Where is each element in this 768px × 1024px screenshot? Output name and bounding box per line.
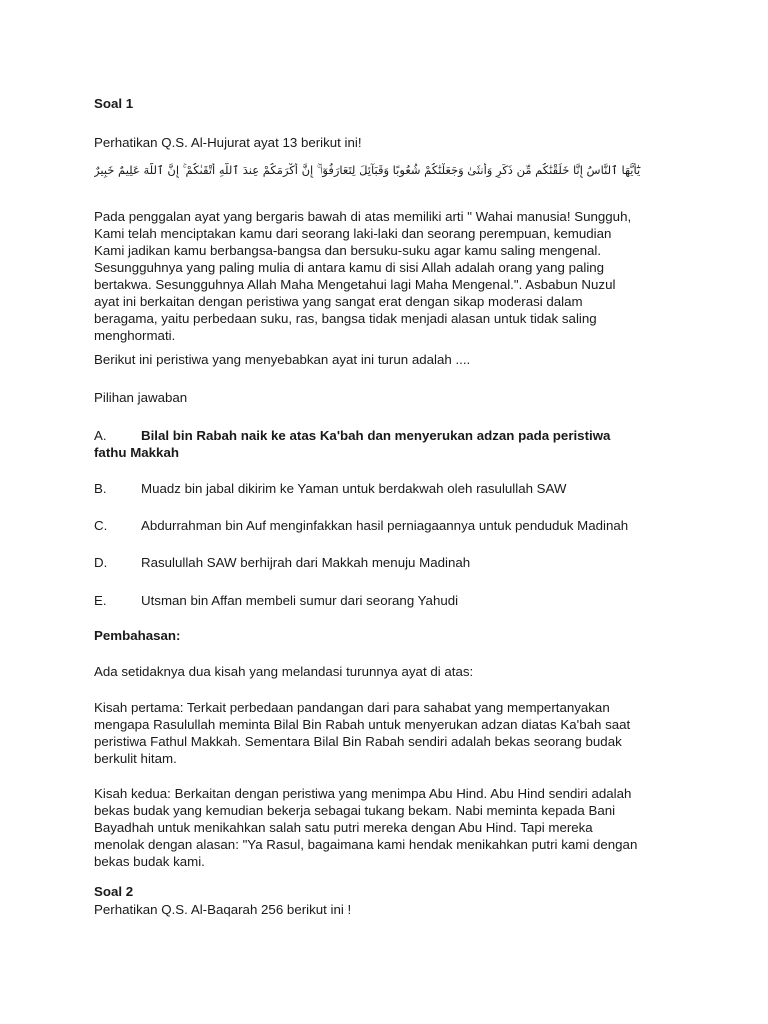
paragraph-line: beragama, yaitu perbedaan suku, ras, bangsa tidak menjadi alasan untuk tidak saling [94,311,597,326]
option-letter: D. [94,555,108,570]
story-line: Kisah kedua: Berkaitan dengan peristiwa yang menimpa Abu Hind. Abu Hind sendiri adalah [94,786,632,801]
option-letter: E. [94,593,107,608]
q2-instruction: Perhatikan Q.S. Al-Baqarah 256 berikut ini ! [94,902,352,917]
choices-label: Pilihan jawaban [94,390,188,405]
paragraph-line: Sesungguhnya yang paling mulia di antara kamu di sisi Allah adalah orang yang paling [94,260,605,275]
story-line: Bayadhah untuk menikahkan salah satu putri mereka dengan Abu Hind. Tapi mereka [94,820,593,835]
story-one [94,699,676,767]
paragraph-line: bertakwa. Sesungguhnya Allah Maha Mengetahui lagi Maha Mengenal.". Asbabun Nuzul [94,277,616,292]
story-line: peristiwa Fathul Makkah. Sementara Bilal Bin Rabah sendiri adalah bekas seorang budak [94,734,622,749]
option-letter: B. [94,481,107,496]
story-line: bekas budak yang kemudian bekerja sebagai tukang bekam. Nabi meminta kepada Bani [94,803,616,818]
story-two [94,785,676,870]
option-letter: A. [94,428,107,443]
story-line: Kisah pertama: Terkait perbedaan pandangan dari para sahabat yang mempertanyakan [94,700,610,715]
option-text: Rasulullah SAW berhijrah dari Makkah menuju Madinah [141,555,471,570]
option-text: Muadz bin jabal dikirim ke Yaman untuk berdakwah oleh rasulullah SAW [141,481,567,496]
story-line: bekas budak kami. [94,854,205,869]
option-letter: C. [94,518,108,533]
option-e [94,592,694,609]
option-d [94,554,694,571]
q1-instruction: Perhatikan Q.S. Al-Hujurat ayat 13 berikut ini! [94,135,362,150]
paragraph-line: menghormati. [94,328,176,343]
option-text-continued: fathu Makkah [94,445,179,460]
option-a [94,427,694,461]
q2-heading: Soal 2 [94,884,134,899]
discussion-intro: Ada setidaknya dua kisah yang melandasi turunnya ayat di atas: [94,664,474,679]
q1-question: Berikut ini peristiwa yang menyebabkan ayat ini turun adalah .... [94,352,471,367]
discussion-heading: Pembahasan: [94,628,181,643]
story-line: mengapa Rasulullah meminta Bilal Bin Rabah untuk menyerukan adzan diatas Ka'bah saat [94,717,631,732]
paragraph-line: Kami jadikan kamu berbangsa-bangsa dan bersuku-suku agar kamu saling mengenal. [94,243,602,258]
paragraph-line: Kami telah menciptakan kamu dari seorang laki-laki dan seorang perempuan, kemudian [94,226,612,241]
option-c [94,517,694,534]
story-line: menolak dengan alasan: "Ya Rasul, bagaimana kami hendak menikahkan putri kami dengan [94,837,638,852]
option-text: Abdurrahman bin Auf menginfakkan hasil perniagaannya untuk penduduk Madinah [141,518,629,533]
option-text: Bilal bin Rabah naik ke atas Ka'bah dan menyerukan adzan pada peristiwa [141,428,611,443]
option-text: Utsman bin Affan membeli sumur dari seorang Yahudi [141,593,459,608]
q1-heading: Soal 1 [94,96,134,111]
option-b [94,480,694,497]
paragraph-line: ayat ini berkaitan dengan peristiwa yang sangat erat dengan sikap moderasi dalam [94,294,583,309]
q1-paragraph [94,208,676,344]
paragraph-line: Pada penggalan ayat yang bergaris bawah di atas memiliki arti " Wahai manusia! Sungguh, [94,209,632,224]
story-line: berkulit hitam. [94,751,177,766]
arabic-verse: يَٰٓأَيُّهَا ٱلنَّاسُ إِنَّا خَلَقْنَٰكُم مِّن ذَكَرٍ وَأُنثَىٰ وَجَعَلْنَٰكُمْ شُعُوبًا وَقَبَآئِلَ لِتَعَارَفُوٓا۟ ۚ إِنَّ أَكْرَمَكُمْ عِندَ ٱللَّهِ أَتْقَىٰكُمْ ۚ إِنَّ ٱللَّهَ عَلِيمٌ خَبِيرٌ [94,163,641,177]
